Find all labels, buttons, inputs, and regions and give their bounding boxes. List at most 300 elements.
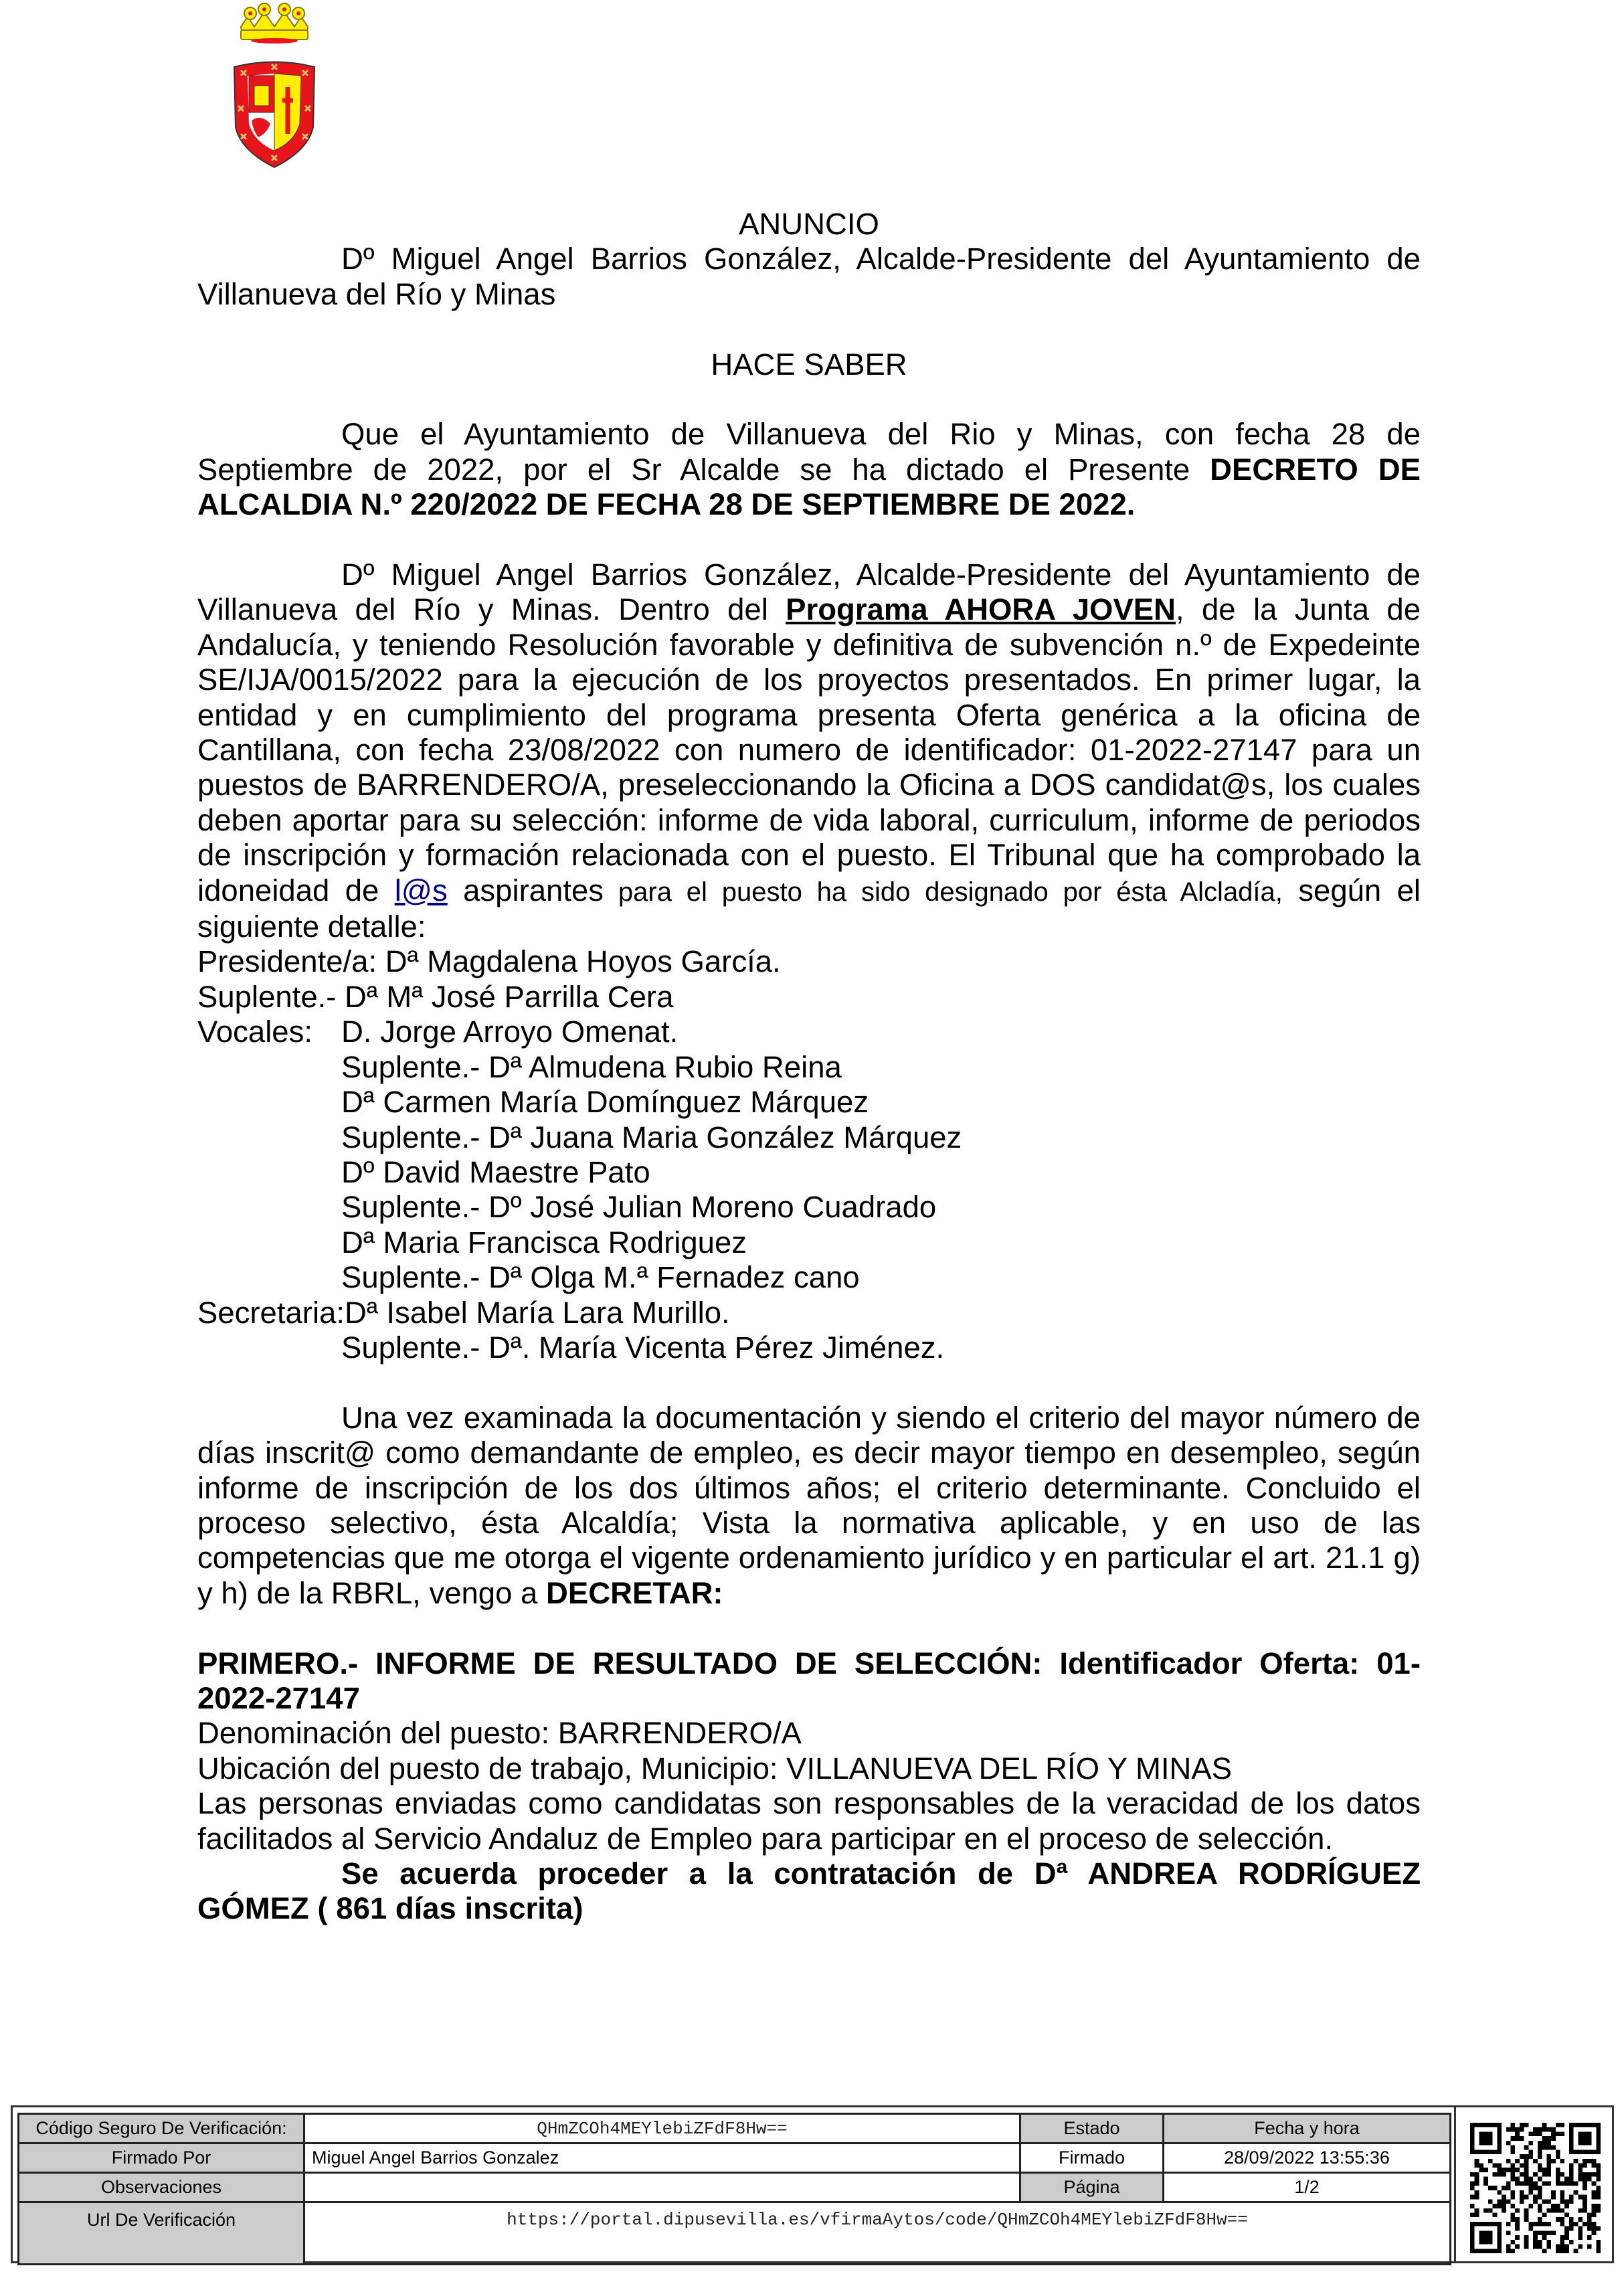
qr-module	[1546, 2159, 1551, 2164]
qr-module	[1533, 2131, 1538, 2136]
qr-module	[1470, 2195, 1475, 2200]
qr-module	[1560, 2131, 1564, 2136]
qr-module	[1560, 2217, 1564, 2222]
qr-module	[1483, 2168, 1488, 2172]
qr-module	[1524, 2159, 1529, 2164]
qr-module	[1475, 2150, 1479, 2154]
qr-module	[1556, 2204, 1560, 2208]
qr-module	[1511, 2164, 1516, 2168]
qr-module	[1524, 2172, 1529, 2177]
acuerdo-contratacion: Se acuerda proceder a la contratación de Dª ANDREA RODRÍGUEZ GÓMEZ ( 861 días inscrita)	[197, 1856, 1421, 1926]
qr-module	[1511, 2204, 1516, 2208]
qr-module	[1564, 2199, 1569, 2204]
qr-module	[1475, 2164, 1479, 2168]
qr-module	[1483, 2222, 1488, 2226]
qr-module	[1475, 2190, 1479, 2195]
qr-module	[1515, 2217, 1520, 2222]
qr-module	[1511, 2168, 1516, 2172]
qr-module	[1587, 2131, 1592, 2136]
qr-module	[1506, 2181, 1511, 2186]
qr-module	[1488, 2230, 1493, 2235]
vocal-item: Suplente.- Dª Almudena Rubio Reina	[341, 1049, 842, 1084]
qr-module	[1587, 2150, 1592, 2154]
qr-module	[1488, 2131, 1493, 2136]
qr-module	[1596, 2186, 1601, 2190]
qr-module	[1587, 2123, 1592, 2127]
qr-module	[1592, 2150, 1597, 2154]
qr-module	[1578, 2164, 1583, 2168]
qr-module	[1515, 2131, 1520, 2136]
qr-module	[1515, 2208, 1520, 2213]
qr-module	[1502, 2186, 1506, 2190]
qr-module	[1546, 2172, 1551, 2177]
qr-module	[1564, 2212, 1569, 2217]
qr-module	[1515, 2181, 1520, 2186]
vocal-item: D. Jorge Arroyo Omenat.	[341, 1015, 679, 1049]
qr-module	[1511, 2172, 1516, 2177]
qr-module	[1551, 2204, 1556, 2208]
qr-module	[1538, 2146, 1542, 2150]
qr-module	[1470, 2172, 1475, 2177]
qr-module	[1592, 2222, 1597, 2226]
observaciones-label: Observaciones	[19, 2173, 304, 2202]
qr-module	[1592, 2190, 1597, 2195]
qr-module	[1569, 2123, 1574, 2127]
qr-module	[1506, 2186, 1511, 2190]
qr-module	[1524, 2240, 1529, 2245]
qr-module	[1592, 2230, 1597, 2235]
qr-module	[1524, 2217, 1529, 2222]
qr-module	[1578, 2217, 1583, 2222]
qr-module	[1569, 2136, 1574, 2141]
qr-module	[1479, 2249, 1483, 2253]
qr-module	[1470, 2230, 1475, 2235]
secretaria-label: Secretaria:	[197, 1295, 345, 1330]
tribunal-presidente: Presidente/a: Dª Magdalena Hoyos García.	[197, 944, 781, 979]
secretaria-name: Dª Isabel María Lara Murillo.	[345, 1295, 730, 1330]
qr-module	[1569, 2150, 1574, 2154]
qr-module	[1475, 2172, 1479, 2177]
qr-module	[1592, 2164, 1597, 2168]
qr-module	[1574, 2150, 1578, 2154]
qr-module	[1551, 2146, 1556, 2150]
qr-module	[1493, 2222, 1498, 2226]
qr-module	[1483, 2177, 1488, 2182]
qr-module	[1483, 2208, 1488, 2213]
qr-module	[1497, 2230, 1502, 2235]
qr-module	[1564, 2177, 1569, 2182]
qr-module	[1538, 2204, 1542, 2208]
qr-module	[1524, 2208, 1529, 2213]
aspirantes-link[interactable]: l@s	[394, 873, 448, 907]
qr-module	[1488, 2249, 1493, 2253]
vocal-item: Dª Carmen María Domínguez Márquez	[341, 1085, 869, 1120]
qr-module	[1538, 2177, 1542, 2182]
qr-module	[1497, 2204, 1502, 2208]
qr-module	[1528, 2154, 1533, 2159]
qr-module	[1483, 2235, 1488, 2240]
qr-module	[1596, 2208, 1601, 2213]
qr-module	[1538, 2245, 1542, 2249]
qr-module	[1483, 2249, 1488, 2253]
qr-module	[1524, 2212, 1529, 2217]
qr-module	[1511, 2212, 1516, 2217]
qr-module	[1574, 2123, 1578, 2127]
qr-module	[1546, 2127, 1551, 2132]
qr-module	[1524, 2123, 1529, 2127]
vocal-item: Dª Maria Francisca Rodriguez	[341, 1225, 747, 1259]
qr-module	[1497, 2172, 1502, 2177]
qr-module	[1596, 2150, 1601, 2154]
qr-module	[1488, 2123, 1493, 2127]
qr-module	[1528, 2226, 1533, 2231]
qr-module	[1533, 2195, 1538, 2200]
qr-module	[1564, 2249, 1569, 2253]
qr-module	[1596, 2146, 1601, 2150]
qr-module	[1479, 2222, 1483, 2226]
qr-module	[1542, 2136, 1547, 2141]
qr-module	[1470, 2181, 1475, 2186]
qr-module	[1592, 2204, 1597, 2208]
qr-module	[1587, 2141, 1592, 2146]
qr-module	[1556, 2154, 1560, 2159]
qr-module	[1564, 2230, 1569, 2235]
qr-module	[1583, 2123, 1587, 2127]
qr-module	[1470, 2131, 1475, 2136]
qr-module	[1520, 2136, 1524, 2141]
qr-module	[1479, 2235, 1483, 2240]
qr-module	[1475, 2208, 1479, 2213]
tribunal-secretaria-row	[197, 1296, 1421, 1330]
qr-module	[1511, 2123, 1516, 2127]
document-body	[197, 207, 1421, 1927]
qr-module	[1546, 2208, 1551, 2213]
qr-module	[1502, 2208, 1506, 2213]
qr-module	[1483, 2240, 1488, 2245]
qr-module	[1475, 2195, 1479, 2200]
qr-module	[1479, 2141, 1483, 2146]
vocal-item: Suplente.- Dª Juana Maria González Márquez	[341, 1120, 962, 1154]
qr-module	[1470, 2222, 1475, 2226]
program-name: Programa AHORA JOVEN	[786, 592, 1176, 627]
qr-module	[1520, 2190, 1524, 2195]
qr-module	[1587, 2136, 1592, 2141]
tribunal-suplente-presidente: Suplente.- Dª Mª José Parrilla Cera	[197, 979, 674, 1014]
tribunal-suplente-secretaria: Suplente.- Dª. María Vicenta Pérez Jiménez.	[341, 1330, 945, 1365]
qr-module	[1560, 2208, 1564, 2213]
qr-module	[1578, 2230, 1583, 2235]
qr-module	[1493, 2204, 1498, 2208]
url-value[interactable]: https://portal.dipusevilla.es/vfirmaAytos/code/QHmZCOh4MEYlebiZFdF8Hw==	[304, 2202, 1451, 2265]
qr-module	[1497, 2168, 1502, 2172]
qr-module	[1538, 2208, 1542, 2213]
qr-module	[1533, 2245, 1538, 2249]
program-text-5: según el siguiente detalle:	[197, 873, 1421, 944]
csv-label: Código Seguro De Verificación:	[19, 2114, 304, 2143]
qr-module	[1542, 2172, 1547, 2177]
qr-module	[1564, 2245, 1569, 2249]
hace-saber-heading: HACE SABER	[711, 347, 907, 381]
qr-module	[1551, 2195, 1556, 2200]
qr-module	[1596, 2168, 1601, 2172]
qr-module	[1483, 2131, 1488, 2136]
qr-module	[1538, 2186, 1542, 2190]
qr-module	[1583, 2199, 1587, 2204]
qr-module	[1475, 2123, 1479, 2127]
qr-module	[1569, 2177, 1574, 2182]
vocal-item: Dº David Maestre Pato	[341, 1154, 650, 1189]
qr-module	[1578, 2136, 1583, 2141]
qr-module	[1528, 2204, 1533, 2208]
firmado-por-label: Firmado Por	[19, 2143, 304, 2173]
verification-row	[19, 2143, 1451, 2173]
qr-module	[1533, 2172, 1538, 2177]
qr-module	[1470, 2141, 1475, 2146]
qr-module	[1546, 2245, 1551, 2249]
qr-module	[1551, 2136, 1556, 2141]
qr-module	[1569, 2172, 1574, 2177]
qr-module	[1533, 2127, 1538, 2132]
qr-module	[1479, 2131, 1483, 2136]
coat-of-arms-logo	[221, 0, 328, 174]
qr-module	[1546, 2164, 1551, 2168]
verification-row	[19, 2173, 1451, 2202]
qr-module	[1596, 2195, 1601, 2200]
qr-module	[1497, 2127, 1502, 2132]
denominacion-puesto: Denominación del puesto: BARRENDERO/A	[197, 1716, 802, 1751]
csv-value: QHmZCOh4MEYlebiZFdF8Hw==	[304, 2114, 1020, 2143]
qr-module	[1538, 2240, 1542, 2245]
firmado-por-value: Miguel Angel Barrios Gonzalez	[304, 2143, 1020, 2173]
qr-module	[1488, 2141, 1493, 2146]
qr-module	[1475, 2181, 1479, 2186]
qr-module	[1475, 2222, 1479, 2226]
qr-module	[1497, 2235, 1502, 2240]
fecha-value: 28/09/2022 13:55:36	[1164, 2143, 1451, 2173]
qr-module	[1583, 2164, 1587, 2168]
qr-module	[1493, 2249, 1498, 2253]
qr-module	[1596, 2123, 1601, 2127]
qr-module	[1596, 2172, 1601, 2177]
qr-module	[1515, 2245, 1520, 2249]
qr-module	[1470, 2235, 1475, 2240]
qr-module	[1479, 2230, 1483, 2235]
qr-module	[1479, 2150, 1483, 2154]
qr-module	[1569, 2222, 1574, 2226]
qr-module	[1551, 2230, 1556, 2235]
qr-module	[1493, 2186, 1498, 2190]
qr-module	[1560, 2222, 1564, 2226]
qr-module	[1515, 2159, 1520, 2164]
qr-module	[1578, 2245, 1583, 2249]
qr-module	[1528, 2141, 1533, 2146]
qr-module	[1502, 2168, 1506, 2172]
qr-module	[1533, 2230, 1538, 2235]
qr-module	[1520, 2164, 1524, 2168]
qr-module	[1475, 2177, 1479, 2182]
qr-module	[1560, 2235, 1564, 2240]
qr-module	[1470, 2249, 1475, 2253]
qr-module	[1470, 2240, 1475, 2245]
qr-module	[1596, 2240, 1601, 2245]
qr-module	[1488, 2240, 1493, 2245]
qr-module	[1583, 2208, 1587, 2213]
qr-module	[1564, 2204, 1569, 2208]
qr-module	[1538, 2168, 1542, 2172]
qr-module	[1470, 2186, 1475, 2190]
qr-module	[1596, 2190, 1601, 2195]
qr-module	[1569, 2168, 1574, 2172]
responsables-text: Las personas enviadas como candidatas son responsables de la veracidad de los datos facilitados al Servicio Andaluz de Empleo para participar en el proceso de selección.	[197, 1786, 1421, 1856]
program-text-4: para el puesto ha sido designado por ésta Alcladía,	[604, 877, 1283, 907]
observaciones-value	[304, 2173, 1020, 2202]
program-text-3: aspirantes	[447, 873, 604, 907]
document-title: ANUNCIO	[739, 207, 879, 241]
qr-module	[1583, 2204, 1587, 2208]
qr-module	[1515, 2127, 1520, 2132]
qr-module	[1542, 2127, 1547, 2132]
qr-module	[1583, 2159, 1587, 2164]
qr-module	[1470, 2150, 1475, 2154]
qr-module	[1488, 2186, 1493, 2190]
qr-module	[1497, 2146, 1502, 2150]
qr-module	[1511, 2217, 1516, 2222]
qr-module	[1520, 2195, 1524, 2200]
qr-module	[1542, 2181, 1547, 2186]
qr-module	[1520, 2199, 1524, 2204]
tribunal-list	[197, 944, 1421, 1365]
qr-module	[1564, 2235, 1569, 2240]
qr-module	[1587, 2245, 1592, 2249]
qr-module	[1587, 2212, 1592, 2217]
qr-module	[1533, 2159, 1538, 2164]
ubicacion-puesto: Ubicación del puesto de trabajo, Municipio: VILLANUEVA DEL RÍO Y MINAS	[197, 1751, 1233, 1785]
qr-module	[1524, 2195, 1529, 2200]
qr-module	[1560, 2199, 1564, 2204]
qr-module	[1502, 2204, 1506, 2208]
qr-module	[1542, 2249, 1547, 2253]
qr-module	[1583, 2136, 1587, 2141]
qr-module	[1475, 2249, 1479, 2253]
qr-module	[1596, 2164, 1601, 2168]
qr-module	[1542, 2146, 1547, 2150]
pagina-value: 1/2	[1164, 2173, 1451, 2202]
qr-module	[1493, 2164, 1498, 2168]
qr-module	[1488, 2222, 1493, 2226]
qr-module	[1524, 2245, 1529, 2249]
qr-module	[1506, 2127, 1511, 2132]
qr-module	[1533, 2235, 1538, 2240]
resolution-paragraph	[197, 1401, 1421, 1611]
qr-module	[1587, 2222, 1592, 2226]
qr-module	[1560, 2123, 1564, 2127]
qr-module	[1483, 2150, 1488, 2154]
qr-code-icon[interactable]	[1470, 2123, 1601, 2253]
qr-module	[1475, 2159, 1479, 2164]
qr-module	[1556, 2123, 1560, 2127]
qr-module	[1587, 2226, 1592, 2231]
qr-module	[1556, 2131, 1560, 2136]
qr-module	[1583, 2222, 1587, 2226]
qr-module	[1475, 2212, 1479, 2217]
qr-module	[1556, 2208, 1560, 2213]
qr-module	[1497, 2226, 1502, 2231]
qr-module	[1506, 2230, 1511, 2235]
qr-module	[1538, 2127, 1542, 2132]
crown-icon	[241, 3, 308, 43]
qr-module	[1578, 2195, 1583, 2200]
qr-module	[1470, 2212, 1475, 2217]
qr-module	[1497, 2123, 1502, 2127]
qr-module	[1587, 2172, 1592, 2177]
qr-module	[1569, 2199, 1574, 2204]
qr-module	[1556, 2150, 1560, 2154]
qr-module	[1497, 2240, 1502, 2245]
qr-module	[1546, 2136, 1551, 2141]
qr-module	[1497, 2164, 1502, 2168]
qr-module	[1546, 2222, 1551, 2226]
qr-module	[1546, 2230, 1551, 2235]
qr-module	[1578, 2177, 1583, 2182]
qr-module	[1592, 2159, 1597, 2164]
qr-module	[1470, 2204, 1475, 2208]
qr-module	[1497, 2249, 1502, 2253]
qr-module	[1515, 2235, 1520, 2240]
qr-module	[1528, 2150, 1533, 2154]
qr-module	[1528, 2186, 1533, 2190]
decretar-label: DECRETAR:	[546, 1575, 723, 1610]
qr-module	[1596, 2226, 1601, 2231]
qr-module	[1583, 2195, 1587, 2200]
qr-module	[1506, 2222, 1511, 2226]
qr-module	[1479, 2164, 1483, 2168]
qr-module	[1583, 2131, 1587, 2136]
qr-module	[1488, 2208, 1493, 2213]
qr-module	[1538, 2190, 1542, 2195]
qr-module	[1497, 2150, 1502, 2154]
qr-module	[1546, 2154, 1551, 2159]
qr-module	[1592, 2123, 1597, 2127]
qr-module	[1511, 2249, 1516, 2253]
qr-module	[1546, 2199, 1551, 2204]
qr-module	[1511, 2195, 1516, 2200]
verification-row	[19, 2114, 1451, 2143]
shield-icon	[234, 62, 314, 168]
qr-module	[1569, 2164, 1574, 2168]
qr-module	[1560, 2249, 1564, 2253]
qr-module	[1502, 2195, 1506, 2200]
qr-module	[1533, 2240, 1538, 2245]
qr-module	[1502, 2199, 1506, 2204]
qr-module	[1592, 2208, 1597, 2213]
qr-module	[1515, 2168, 1520, 2172]
fecha-label: Fecha y hora	[1164, 2114, 1451, 2143]
qr-module	[1596, 2204, 1601, 2208]
qr-module	[1479, 2168, 1483, 2172]
verification-table	[17, 2113, 1451, 2265]
qr-module	[1533, 2222, 1538, 2226]
qr-module	[1520, 2181, 1524, 2186]
qr-module	[1578, 2226, 1583, 2231]
qr-module	[1564, 2181, 1569, 2186]
qr-module	[1592, 2172, 1597, 2177]
qr-module	[1578, 2123, 1583, 2127]
qr-module	[1592, 2195, 1597, 2200]
qr-module	[1524, 2177, 1529, 2182]
qr-module	[1578, 2131, 1583, 2136]
qr-module	[1506, 2199, 1511, 2204]
estado-label: Estado	[1020, 2114, 1164, 2143]
